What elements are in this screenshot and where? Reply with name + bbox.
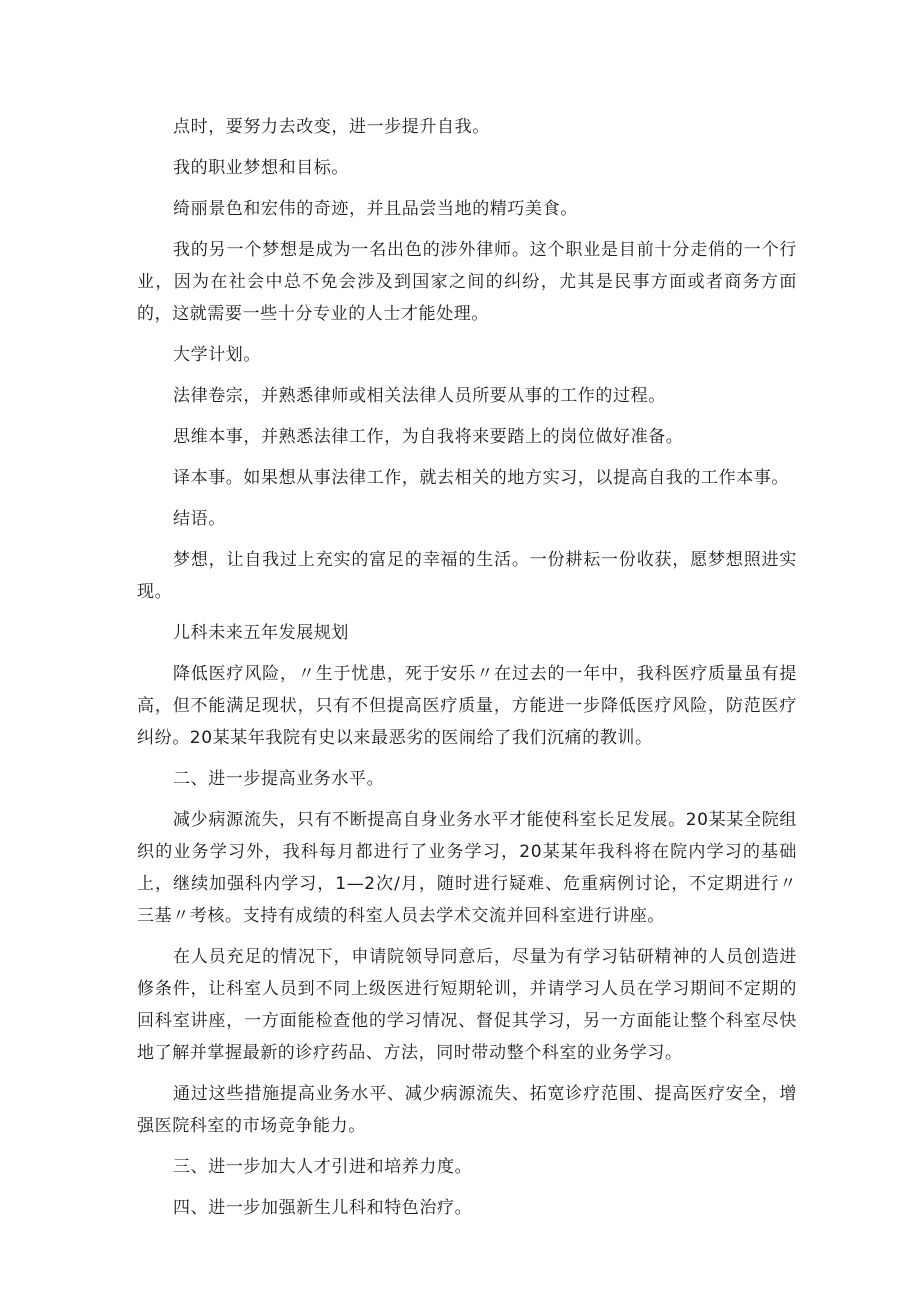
paragraph-4: 我的另一个梦想是成为一名出色的涉外律师。这个职业是目前十分走俏的一个行业，因为在社会中总不免会涉及到国家之间的纠纷，尤其是民事方面或者商务方面的，这就需要一些十分专业的人士才能处理。: [137, 240, 797, 324]
paragraph-3: 绮丽景色和宏伟的奇迹，并且品尝当地的精巧美食。: [173, 199, 578, 219]
paragraph-14: 减少病源流失，只有不断提高自身业务水平才能使科室长足发展。20某某全院组织的业务学习外，我科每月都进行了业务学习，20某某年我科将在院内学习的基础上，继续加强科内学习，1—2次/月，随时进行疑难、危重病例讨论，不定期进行〃三基〃考核。支持有成绩的科室人员去学术交流并回科室进行讲座。: [137, 810, 797, 926]
paragraph-7: 思维本事，并熟悉法律工作，为自我将来要踏上的岗位做好准备。: [173, 427, 684, 447]
paragraph-1: 点时，要努力去改变，进一步提升自我。: [173, 117, 490, 137]
paragraph-9: 结语。: [173, 509, 226, 529]
paragraph-6: 法律卷宗，并熟悉律师或相关法律人员所要从事的工作的过程。: [173, 386, 666, 406]
paragraph-2: 我的职业梦想和目标。: [173, 158, 349, 178]
paragraph-16: 通过这些措施提高业务水平、减少病源流失、拓宽诊疗范围、提高医疗安全，增强医院科室的市场竞争能力。: [137, 1084, 797, 1136]
paragraph-10: 梦想，让自我过上充实的富足的幸福的生活。一份耕耘一份收获，愿梦想照进实现。: [137, 550, 797, 602]
paragraph-15: 在人员充足的情况下，申请院领导同意后，尽量为有学习钻研精神的人员创造进修条件，让科室人员到不同上级医进行短期轮训，并请学习人员在学习期间不定期的回科室讲座，一方面能检查他的学习情况、督促其学习，另一方面能让整个科室尽快地了解并掌握最新的诊疗药品、方法，同时带动整个科室的业务学习。: [137, 947, 797, 1063]
paragraph-18: 四、进一步加强新生儿科和特色治疗。: [173, 1198, 473, 1218]
paragraph-13: 二、进一步提高业务水平。: [173, 769, 385, 789]
paragraph-5: 大学计划。: [173, 345, 261, 365]
paragraph-12: 降低医疗风险，〃生于忧患，死于安乐〃在过去的一年中，我科医疗质量虽有提高，但不能满足现状，只有不但提高医疗质量，方能进一步降低医疗风险，防范医疗纠纷。20某某年我院有史以来最恶劣的医闹给了我们沉痛的教训。: [137, 664, 797, 748]
paragraph-8: 译本事。如果想从事法律工作，就去相关的地方实习，以提高自我的工作本事。: [173, 468, 789, 488]
document-body: [137, 111, 797, 1224]
paragraph-17: 三、进一步加大人才引进和培养力度。: [173, 1157, 473, 1177]
paragraph-11: 儿科未来五年发展规划: [173, 623, 349, 643]
